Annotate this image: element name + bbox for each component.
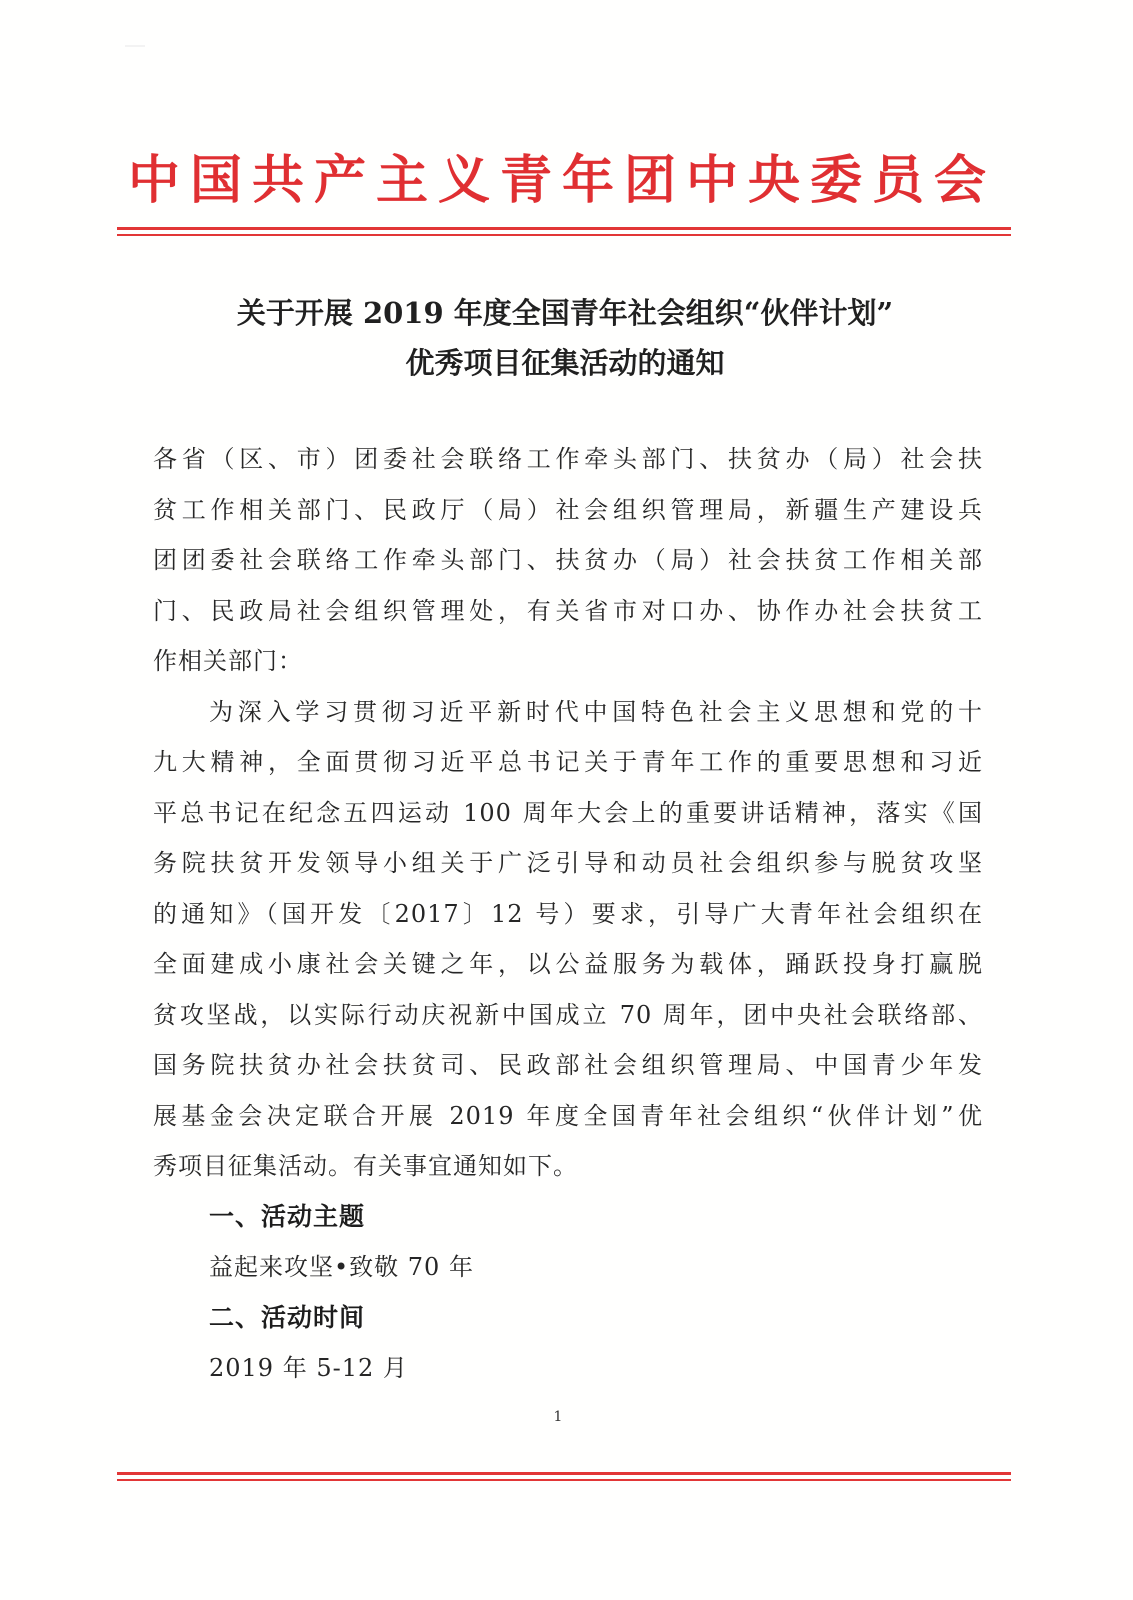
top-red-double-rule	[117, 227, 1011, 236]
section-content-time: 2019 年 5-12 月	[209, 1354, 408, 1382]
intro-line: 贫攻坚战，以实际行动庆祝新中国成立 70 周年，团中央社会联络部、	[153, 1000, 983, 1029]
notice-title	[135, 288, 995, 388]
scan-mark	[125, 45, 145, 47]
intro-line: 务院扶贫开发领导小组关于广泛引导和动员社会组织参与脱贫攻坚	[153, 849, 983, 877]
intro-line: 为深入学习贯彻习近平新时代中国特色社会主义思想和党的十	[209, 697, 983, 726]
notice-body	[153, 434, 983, 1394]
section-content-theme: 益起来攻坚•致敬 70 年	[209, 1253, 474, 1281]
intro-line: 平总书记在纪念五四运动 100 周年大会上的重要讲话精神，落实《国	[153, 798, 983, 827]
bottom-red-double-rule	[117, 1472, 1011, 1481]
recipient-line: 门、民政局社会组织管理处，有关省市对口办、协作办社会扶贫工	[153, 596, 983, 625]
recipient-line: 团团委社会联络工作牵头部门、扶贫办（局）社会扶贫工作相关部	[153, 546, 983, 574]
section-heading-theme: 一、活动主题	[209, 1201, 366, 1231]
intro-line: 展基金会决定联合开展 2019 年度全国青年社会组织“伙伴计划”优	[153, 1101, 983, 1130]
page-number: 1	[553, 1409, 563, 1425]
recipient-line: 作相关部门：	[153, 647, 303, 675]
intro-line: 全面建成小康社会关键之年，以公益服务为载体，踊跃投身打赢脱	[153, 950, 983, 978]
notice-title-line-2: 优秀项目征集活动的通知	[405, 346, 725, 380]
notice-title-line-1: 关于开展 2019 年度全国青年社会组织“伙伴计划”	[236, 296, 894, 330]
intro-line: 国务院扶贫办社会扶贫司、民政部社会组织管理局、中国青少年发	[153, 1051, 983, 1079]
organization-masthead: 中国共产主义青年团中央委员会	[127, 150, 996, 211]
recipient-line: 贫工作相关部门、民政厅（局）社会组织管理局，新疆生产建设兵	[153, 495, 983, 524]
intro-line: 的通知》（国开发〔2017〕12 号）要求，引导广大青年社会组织在	[153, 899, 983, 928]
intro-line: 九大精神，全面贯彻习近平总书记关于青年工作的重要思想和习近	[153, 748, 983, 776]
recipient-line: 各省（区、市）团委社会联络工作牵头部门、扶贫办（局）社会扶	[153, 445, 983, 473]
intro-line: 秀项目征集活动。有关事宜通知如下。	[153, 1152, 578, 1180]
section-heading-time: 二、活动时间	[209, 1302, 366, 1332]
